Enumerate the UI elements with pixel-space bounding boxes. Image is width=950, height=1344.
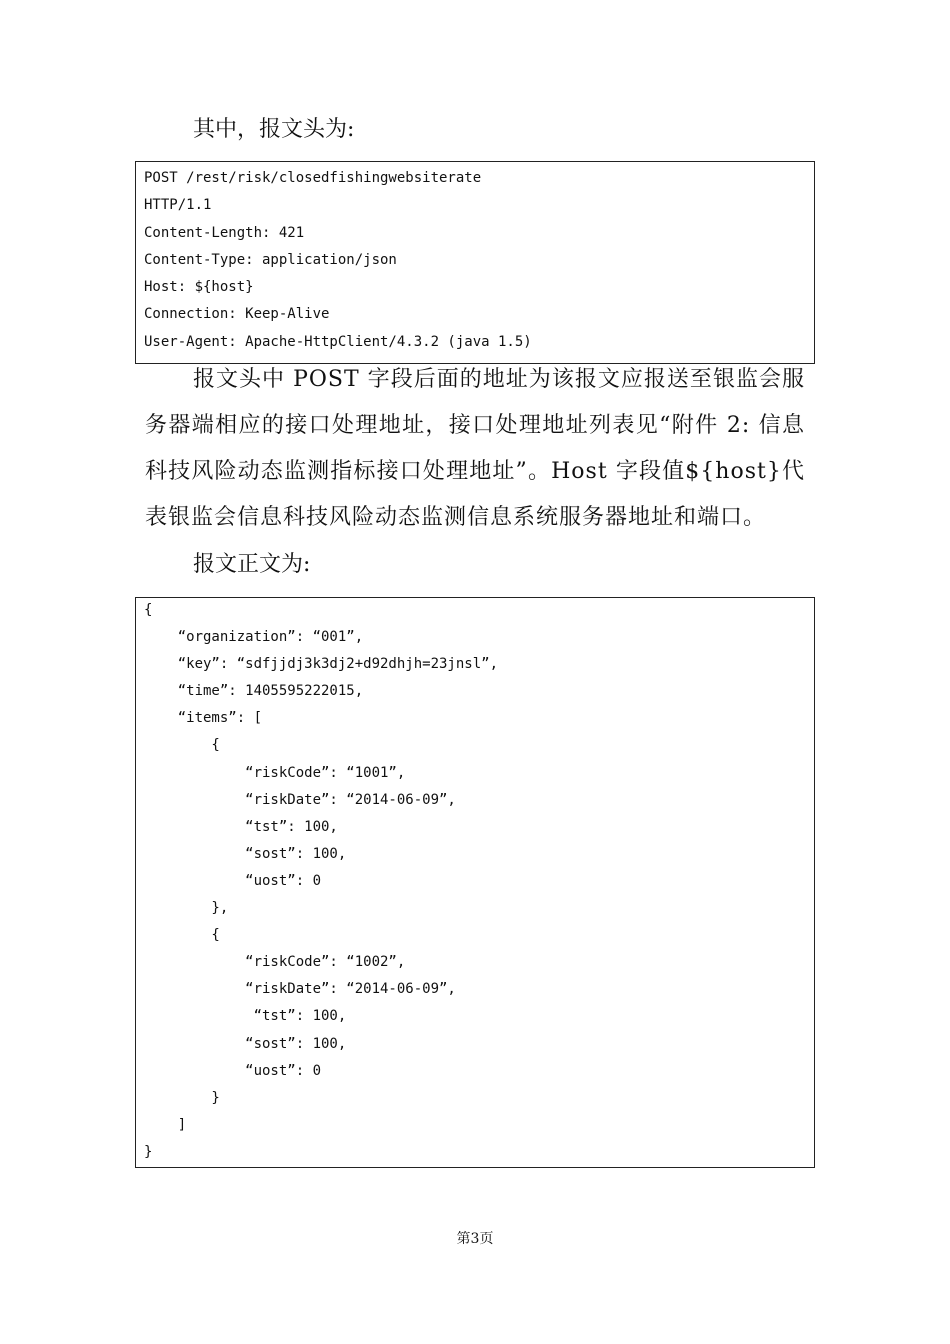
code-line: } xyxy=(144,1143,153,1160)
code-line: “riskDate”: “2014-06-09”, xyxy=(144,791,456,808)
code-line: “tst”: 100, xyxy=(144,1008,347,1025)
intro-body-text: 报文正文为: xyxy=(193,552,311,577)
http-header-code-block xyxy=(135,161,815,364)
code-line: “tst”: 100, xyxy=(144,818,338,835)
code-line: “riskCode”: “1002”, xyxy=(144,954,406,971)
code-line: “key”: “sdfjjdj3k3dj2+d92dhjh=23jnsl”, xyxy=(144,656,499,673)
code-line: { xyxy=(144,602,153,618)
code-line: “uost”: 0 xyxy=(144,1062,322,1079)
code-line: { xyxy=(144,927,220,944)
code-line: } xyxy=(144,1089,220,1106)
code-line: Content-Length: 421 xyxy=(144,224,305,241)
code-line: Host: ${host} xyxy=(144,279,254,296)
intro-headers-text: 其中，报文头为: xyxy=(193,117,355,142)
code-line: “organization”: “001”, xyxy=(144,629,364,646)
json-body-code-block xyxy=(135,597,815,1168)
code-line: ] xyxy=(144,1116,187,1133)
code-line: “time”: 1405595222015, xyxy=(144,683,364,700)
code-line: “riskCode”: “1001”, xyxy=(144,764,406,781)
code-line: HTTP/1.1 xyxy=(144,197,212,214)
code-line: Connection: Keep-Alive xyxy=(144,306,330,323)
code-line: User-Agent: Apache-HttpClient/4.3.2 (java 1.5) xyxy=(144,333,532,350)
page-number: 第3页 xyxy=(456,1231,494,1247)
code-line: Content-Type: application/json xyxy=(144,251,397,268)
code-line: “items”: [ xyxy=(144,710,263,727)
code-line: “riskDate”: “2014-06-09”, xyxy=(144,981,456,998)
code-line: “sost”: 100, xyxy=(144,1035,347,1052)
code-line: “uost”: 0 xyxy=(144,872,322,889)
code-line: “sost”: 100, xyxy=(144,845,347,862)
code-line: { xyxy=(144,737,220,754)
code-line: }, xyxy=(144,900,229,917)
code-line: POST /rest/risk/closedfishingwebsiterate xyxy=(144,170,482,186)
explanation-paragraph: 报文头中 POST 字段后面的地址为该报文应报送至银监会服务器端相应的接口处理地址，接口处理地址列表见“附件 2: 信息科技风险动态监测指标接口处理地址”。Host 字段值${host}代表银监会信息科技风险动态监测信息系统服务器地址和端口。 xyxy=(145,367,805,530)
